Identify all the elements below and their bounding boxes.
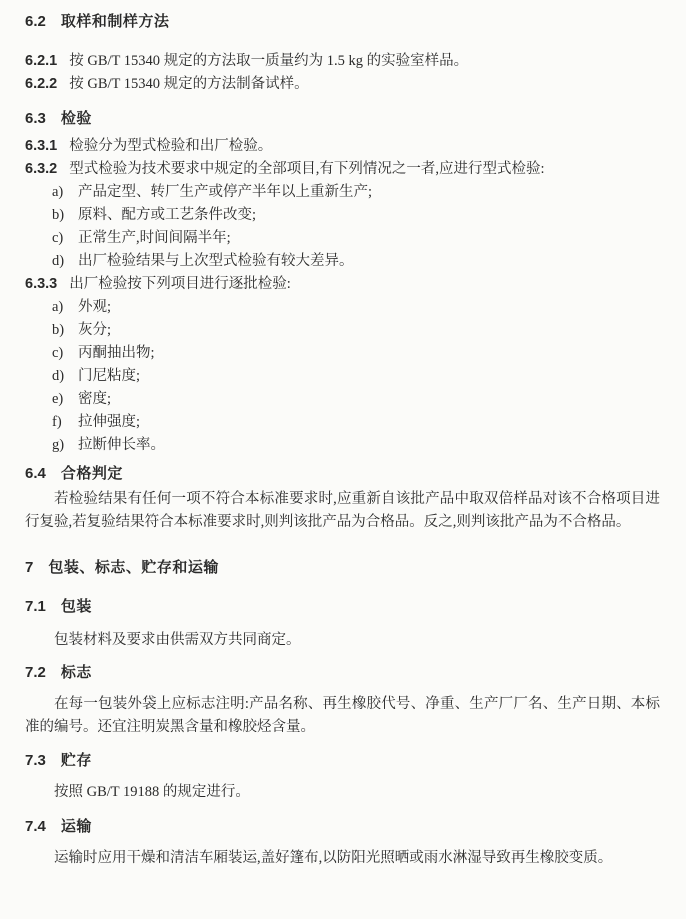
list-item-letter: a) <box>52 299 64 315</box>
list-item-letter: d) <box>52 253 65 269</box>
section-title: 标志 <box>60 664 92 681</box>
clause-number: 6.3.1 <box>25 138 58 154</box>
list-item-6.3.2-d <box>25 250 660 273</box>
chapter-heading-7 <box>25 556 660 579</box>
list-item-6.3.3-g <box>25 434 660 457</box>
list-item-text: 外观; <box>78 299 112 315</box>
clause-text: 按 GB/T 15340 规定的方法取一质量约为 1.5 kg 的实验室样品。 <box>69 53 469 69</box>
chapter-number: 7 <box>25 559 34 576</box>
section-number: 6.4 <box>25 465 46 482</box>
list-item-6.3.2-c <box>25 227 660 250</box>
list-item-6.3.3-c <box>25 342 660 365</box>
list-item-6.3.3-b <box>25 319 660 342</box>
section-heading-7.2 <box>25 661 660 684</box>
clause-6.3.3 <box>25 273 660 296</box>
clause-6.2.2 <box>25 73 660 96</box>
section-heading-6.2 <box>25 10 660 33</box>
list-item-text: 门尼粘度; <box>78 368 141 384</box>
list-item-letter: b) <box>52 322 65 338</box>
list-item-text: 产品定型、转厂生产或停产半年以上重新生产; <box>78 184 373 200</box>
clause-text: 型式检验为技术要求中规定的全部项目,有下列情况之一者,应进行型式检验: <box>69 161 545 177</box>
list-item-letter: f) <box>52 414 62 430</box>
list-item-6.3.2-b <box>25 204 660 227</box>
section-number: 7.3 <box>25 752 46 769</box>
list-item-text: 丙酮抽出物; <box>78 345 155 361</box>
clause-text: 检验分为型式检验和出厂检验。 <box>69 138 273 154</box>
list-item-text: 密度; <box>78 391 112 407</box>
list-item-letter: e) <box>52 391 64 407</box>
list-item-6.3.3-f <box>25 411 660 434</box>
section-number: 6.2 <box>25 13 46 30</box>
list-item-text: 原料、配方或工艺条件改变; <box>78 207 257 223</box>
list-item-letter: d) <box>52 368 65 384</box>
section-title: 包装 <box>60 598 92 615</box>
list-item-6.3.3-e <box>25 388 660 411</box>
section-title: 运输 <box>60 818 92 835</box>
clause-text: 出厂检验按下列项目进行逐批检验: <box>69 276 291 292</box>
list-item-letter: a) <box>52 184 64 200</box>
clause-6.2.1 <box>25 50 660 73</box>
clause-number: 6.3.3 <box>25 276 58 292</box>
list-item-letter: b) <box>52 207 65 223</box>
paragraph-7.1: 包装材料及要求由供需双方共同商定。 <box>54 632 301 648</box>
list-item-letter: g) <box>52 437 65 453</box>
list-item-6.3.2-a <box>25 181 660 204</box>
section-number: 7.4 <box>25 818 46 835</box>
section-heading-7.1 <box>25 595 660 618</box>
section-number: 7.1 <box>25 598 46 615</box>
clause-text: 按 GB/T 15340 规定的方法制备试样。 <box>69 76 309 92</box>
section-title: 合格判定 <box>60 465 123 482</box>
section-heading-7.3 <box>25 749 660 772</box>
clause-number: 6.2.1 <box>25 53 58 69</box>
clause-6.3.1 <box>25 135 660 158</box>
list-item-text: 灰分; <box>78 322 112 338</box>
clause-6.3.2 <box>25 158 660 181</box>
list-item-text: 出厂检验结果与上次型式检验有较大差异。 <box>78 253 354 269</box>
chapter-title: 包装、标志、贮存和运输 <box>48 559 219 576</box>
section-number: 7.2 <box>25 664 46 681</box>
section-title: 贮存 <box>60 752 92 769</box>
list-item-text: 拉伸强度; <box>78 414 141 430</box>
list-item-text: 正常生产,时间间隔半年; <box>78 230 231 246</box>
list-item-6.3.3-d <box>25 365 660 388</box>
clause-number: 6.3.2 <box>25 161 58 177</box>
list-item-text: 拉断伸长率。 <box>78 437 165 453</box>
paragraph-7.3: 按照 GB/T 19188 的规定进行。 <box>54 784 250 800</box>
section-title: 取样和制样方法 <box>60 13 170 30</box>
list-item-letter: c) <box>52 345 64 361</box>
paragraph-7.2: 在每一包装外袋上应标志注明:产品名称、再生橡胶代号、净重、生产厂厂名、生产日期、本标准的编号。还宜注明炭黑含量和橡胶烃含量。 <box>25 696 660 735</box>
section-heading-6.3 <box>25 107 660 130</box>
list-item-6.3.3-a <box>25 296 660 319</box>
section-title: 检验 <box>60 110 92 127</box>
section-heading-6.4 <box>25 462 660 485</box>
clause-number: 6.2.2 <box>25 76 58 92</box>
list-item-letter: c) <box>52 230 64 246</box>
section-heading-7.4 <box>25 815 660 838</box>
paragraph-7.4: 运输时应用干燥和清洁车厢装运,盖好篷布,以防阳光照晒或雨水淋湿导致再生橡胶变质。 <box>54 850 613 866</box>
paragraph-6.4: 若检验结果有任何一项不符合本标准要求时,应重新自该批产品中取双倍样品对该不合格项目进行复验,若复验结果符合本标准要求时,则判该批产品为合格品。反之,则判该批产品为不合格品。 <box>25 491 660 530</box>
section-number: 6.3 <box>25 110 46 127</box>
